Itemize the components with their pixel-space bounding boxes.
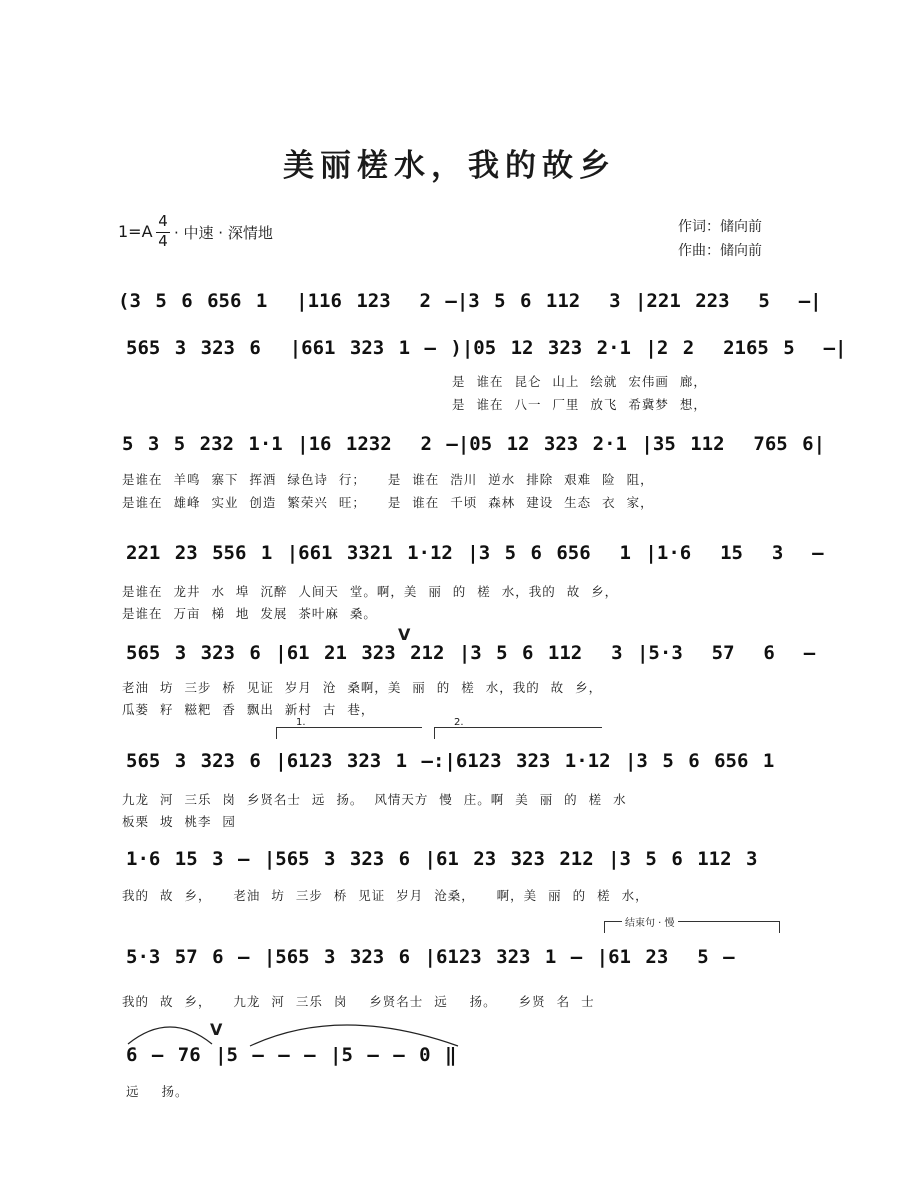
breath-mark: V bbox=[398, 625, 411, 644]
lyrics-row-4-verse-1: 是谁在 龙井 水 埠 沉醉 人间天 堂。啊，美 丽 的 槎 水，我的 故 乡， bbox=[122, 584, 619, 599]
lyrics-row-8-verse-1: 我的 故 乡， 九龙 河 三乐 岗 乡贤名士 远 扬。 乡贤 名 士 bbox=[122, 994, 595, 1009]
breath-mark-final: V bbox=[210, 1020, 223, 1039]
notation-row-7: 1·6 15 3 – |565 3 323 6 |61 23 323 212 |3 5 6 112 3 bbox=[126, 848, 758, 870]
lyrics-row-9-verse-1: 远 扬。 bbox=[126, 1084, 189, 1099]
notation-row-5: 565 3 323 6 |61 21 323 212 |3 5 6 112 3 |5·3 57 6 – bbox=[126, 642, 816, 664]
notation-row-2: 565 3 323 6 |661 323 1 – )|05 12 323 2·1 |2 2 2165 5 –| bbox=[126, 337, 847, 359]
notation-row-8: 5·3 57 6 – |565 3 323 6 |6123 323 1 – |61 23 5 – bbox=[126, 946, 735, 968]
notation-row-6: 565 3 323 6 |6123 323 1 –:|6123 323 1·12 |3 5 6 656 1 bbox=[126, 750, 775, 772]
lyrics-row-2-verse-1: 是 谁在 昆仑 山上 绘就 宏伟画 廊， bbox=[452, 374, 707, 389]
lyrics-row-3-verse-2: 是谁在 雄峰 实业 创造 繁荣兴 旺； 是 谁在 千顷 森林 建设 生态 衣 家， bbox=[122, 495, 654, 510]
tempo-marking: · 中速 · 深情地 bbox=[174, 224, 273, 242]
lyrics-row-7-verse-1: 我的 故 乡， 老油 坊 三步 桥 见证 岁月 沧桑， 啊，美 丽 的 槎 水， bbox=[122, 888, 649, 903]
lyrics-row-4-verse-2: 是谁在 万亩 梯 地 发展 茶叶麻 桑。 bbox=[122, 606, 377, 621]
coda-bracket-right-edge bbox=[779, 921, 780, 933]
key-signature: 1=A bbox=[118, 222, 153, 241]
first-ending-bracket-edge bbox=[276, 727, 277, 739]
lyrics-row-2-verse-2: 是 谁在 八一 厂里 放飞 希冀梦 想， bbox=[452, 397, 707, 412]
lyricist-credit: 作词：储向前 bbox=[678, 219, 762, 235]
second-ending-bracket-edge bbox=[434, 727, 435, 739]
second-ending-label: 2. bbox=[454, 717, 464, 728]
coda-bracket-left-edge bbox=[604, 921, 605, 933]
song-title: 美丽槎水，我的故乡 bbox=[283, 148, 616, 184]
lyrics-row-5-verse-1: 老油 坊 三步 桥 见证 岁月 沧 桑啊，美 丽 的 槎 水，我的 故 乡， bbox=[122, 680, 603, 695]
notation-row-3: 5 3 5 232 1·1 |16 1232 2 –|05 12 323 2·1 |35 112 765 6| bbox=[122, 433, 826, 455]
notation-row-9: 6 – 76 |5 – – – |5 – – 0 ‖ bbox=[126, 1044, 457, 1066]
slur-1 bbox=[128, 1027, 212, 1044]
time-signature-top: 4 bbox=[158, 212, 168, 230]
lyrics-row-3-verse-1: 是谁在 羊鸣 寨下 挥酒 绿色诗 行； 是 谁在 浩川 逆水 排除 艰难 险 阻， bbox=[122, 472, 654, 487]
lyrics-row-6-verse-1: 九龙 河 三乐 岗 乡贤名士 远 扬。 风情天方 慢 庄。啊 美 丽 的 槎 水 bbox=[122, 792, 627, 807]
composer-credit: 作曲：储向前 bbox=[678, 243, 762, 259]
notation-row-4: 221 23 556 1 |661 3321 1·12 |3 5 6 656 1 |1·6 15 3 – bbox=[126, 542, 824, 564]
slur-2 bbox=[250, 1025, 458, 1046]
time-signature-bottom: 4 bbox=[158, 232, 168, 250]
lyrics-row-6-verse-2: 板栗 坡 桃李 园 bbox=[122, 814, 236, 829]
first-ending-label: 1. bbox=[296, 717, 306, 728]
coda-label: 结束句 · 慢 bbox=[622, 914, 678, 929]
lyrics-row-5-verse-2: 瓜蒌 籽 糍粑 香 飘出 新村 古 巷， bbox=[122, 702, 375, 717]
notation-row-1: (3 5 6 656 1 |116 123 2 –|3 5 6 112 3 |221 223 5 –| bbox=[118, 290, 822, 312]
